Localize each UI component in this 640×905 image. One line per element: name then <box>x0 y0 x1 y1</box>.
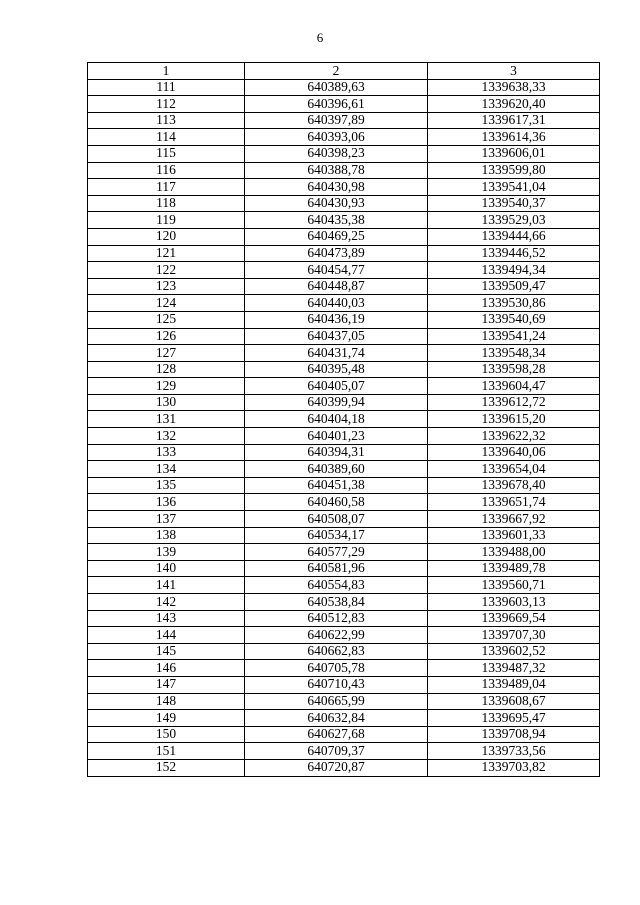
x-coordinate-cell: 640398,23 <box>245 145 428 162</box>
point-number-cell: 145 <box>88 643 245 660</box>
point-number-cell: 113 <box>88 112 245 129</box>
point-number-cell: 149 <box>88 710 245 727</box>
point-number-cell: 126 <box>88 328 245 345</box>
point-number-cell: 152 <box>88 759 245 776</box>
x-coordinate-cell: 640512,83 <box>245 610 428 627</box>
x-coordinate-cell: 640622,99 <box>245 627 428 644</box>
x-coordinate-cell: 640393,06 <box>245 129 428 146</box>
y-coordinate-cell: 1339603,13 <box>428 594 600 611</box>
point-number-cell: 146 <box>88 660 245 677</box>
table-row <box>88 428 600 445</box>
point-number-cell: 140 <box>88 560 245 577</box>
x-coordinate-cell: 640388,78 <box>245 162 428 179</box>
y-coordinate-cell: 1339494,34 <box>428 262 600 279</box>
x-coordinate-cell: 640554,83 <box>245 577 428 594</box>
y-coordinate-cell: 1339615,20 <box>428 411 600 428</box>
y-coordinate-cell: 1339733,56 <box>428 743 600 760</box>
y-coordinate-cell: 1339489,78 <box>428 560 600 577</box>
x-coordinate-cell: 640389,60 <box>245 461 428 478</box>
x-coordinate-cell: 640709,37 <box>245 743 428 760</box>
point-number-cell: 112 <box>88 96 245 113</box>
x-coordinate-cell: 640430,98 <box>245 179 428 196</box>
y-coordinate-cell: 1339608,67 <box>428 693 600 710</box>
x-coordinate-cell: 640394,31 <box>245 444 428 461</box>
x-coordinate-cell: 640632,84 <box>245 710 428 727</box>
y-coordinate-cell: 1339444,66 <box>428 228 600 245</box>
point-number-cell: 143 <box>88 610 245 627</box>
y-coordinate-cell: 1339708,94 <box>428 726 600 743</box>
x-coordinate-cell: 640395,48 <box>245 361 428 378</box>
table-row <box>88 79 600 96</box>
x-coordinate-cell: 640451,38 <box>245 477 428 494</box>
table-row <box>88 278 600 295</box>
y-coordinate-cell: 1339540,69 <box>428 311 600 328</box>
x-coordinate-cell: 640435,38 <box>245 212 428 229</box>
table-row <box>88 145 600 162</box>
point-number-cell: 114 <box>88 129 245 146</box>
y-coordinate-cell: 1339707,30 <box>428 627 600 644</box>
point-number-cell: 137 <box>88 511 245 528</box>
table-row <box>88 627 600 644</box>
coordinates-table <box>87 62 600 777</box>
point-number-cell: 129 <box>88 378 245 395</box>
table-row <box>88 759 600 776</box>
table-row <box>88 511 600 528</box>
table-row <box>88 162 600 179</box>
y-coordinate-cell: 1339601,33 <box>428 527 600 544</box>
table-row <box>88 212 600 229</box>
y-coordinate-cell: 1339622,32 <box>428 428 600 445</box>
table-row <box>88 643 600 660</box>
x-coordinate-cell: 640396,61 <box>245 96 428 113</box>
y-coordinate-cell: 1339509,47 <box>428 278 600 295</box>
y-coordinate-cell: 1339703,82 <box>428 759 600 776</box>
y-coordinate-cell: 1339606,01 <box>428 145 600 162</box>
point-number-cell: 127 <box>88 345 245 362</box>
table-row <box>88 726 600 743</box>
point-number-cell: 123 <box>88 278 245 295</box>
x-coordinate-cell: 640448,87 <box>245 278 428 295</box>
table-row <box>88 660 600 677</box>
point-number-cell: 118 <box>88 195 245 212</box>
table-row <box>88 328 600 345</box>
x-coordinate-cell: 640538,84 <box>245 594 428 611</box>
y-coordinate-cell: 1339669,54 <box>428 610 600 627</box>
point-number-cell: 133 <box>88 444 245 461</box>
y-coordinate-cell: 1339602,52 <box>428 643 600 660</box>
x-coordinate-cell: 640436,19 <box>245 311 428 328</box>
point-number-cell: 119 <box>88 212 245 229</box>
y-coordinate-cell: 1339489,04 <box>428 676 600 693</box>
point-number-cell: 125 <box>88 311 245 328</box>
y-coordinate-cell: 1339598,28 <box>428 361 600 378</box>
x-coordinate-cell: 640460,58 <box>245 494 428 511</box>
table-row <box>88 494 600 511</box>
point-number-cell: 135 <box>88 477 245 494</box>
point-number-cell: 122 <box>88 262 245 279</box>
y-coordinate-cell: 1339620,40 <box>428 96 600 113</box>
point-number-cell: 150 <box>88 726 245 743</box>
point-number-cell: 115 <box>88 145 245 162</box>
table-row <box>88 129 600 146</box>
x-coordinate-cell: 640665,99 <box>245 693 428 710</box>
point-number-cell: 124 <box>88 295 245 312</box>
table-row <box>88 544 600 561</box>
table-row <box>88 560 600 577</box>
x-coordinate-cell: 640440,03 <box>245 295 428 312</box>
point-number-cell: 139 <box>88 544 245 561</box>
y-coordinate-cell: 1339540,37 <box>428 195 600 212</box>
y-coordinate-cell: 1339617,31 <box>428 112 600 129</box>
point-number-cell: 117 <box>88 179 245 196</box>
table-row <box>88 444 600 461</box>
table-row <box>88 96 600 113</box>
table-row <box>88 245 600 262</box>
point-number-cell: 121 <box>88 245 245 262</box>
point-number-cell: 142 <box>88 594 245 611</box>
table-row <box>88 710 600 727</box>
point-number-cell: 134 <box>88 461 245 478</box>
x-coordinate-cell: 640430,93 <box>245 195 428 212</box>
point-number-cell: 131 <box>88 411 245 428</box>
point-number-cell: 120 <box>88 228 245 245</box>
table-row <box>88 411 600 428</box>
x-coordinate-cell: 640662,83 <box>245 643 428 660</box>
table-header-row <box>88 63 600 80</box>
y-coordinate-cell: 1339446,52 <box>428 245 600 262</box>
y-coordinate-cell: 1339530,86 <box>428 295 600 312</box>
y-coordinate-cell: 1339640,06 <box>428 444 600 461</box>
y-coordinate-cell: 1339541,24 <box>428 328 600 345</box>
point-number-cell: 116 <box>88 162 245 179</box>
x-coordinate-cell: 640720,87 <box>245 759 428 776</box>
point-number-cell: 128 <box>88 361 245 378</box>
x-coordinate-cell: 640397,89 <box>245 112 428 129</box>
table-row <box>88 461 600 478</box>
point-number-cell: 151 <box>88 743 245 760</box>
x-coordinate-cell: 640534,17 <box>245 527 428 544</box>
x-coordinate-cell: 640401,23 <box>245 428 428 445</box>
point-number-cell: 147 <box>88 676 245 693</box>
column-header-2: 2 <box>245 63 428 80</box>
table-body <box>88 79 600 776</box>
y-coordinate-cell: 1339638,33 <box>428 79 600 96</box>
y-coordinate-cell: 1339488,00 <box>428 544 600 561</box>
point-number-cell: 130 <box>88 394 245 411</box>
point-number-cell: 138 <box>88 527 245 544</box>
table-row <box>88 693 600 710</box>
x-coordinate-cell: 640405,07 <box>245 378 428 395</box>
column-header-3: 3 <box>428 63 600 80</box>
x-coordinate-cell: 640577,29 <box>245 544 428 561</box>
table-row <box>88 295 600 312</box>
point-number-cell: 144 <box>88 627 245 644</box>
x-coordinate-cell: 640469,25 <box>245 228 428 245</box>
y-coordinate-cell: 1339487,32 <box>428 660 600 677</box>
y-coordinate-cell: 1339604,47 <box>428 378 600 395</box>
point-number-cell: 136 <box>88 494 245 511</box>
x-coordinate-cell: 640473,89 <box>245 245 428 262</box>
table-row <box>88 594 600 611</box>
table-row <box>88 610 600 627</box>
table-row <box>88 676 600 693</box>
page-number: 6 <box>316 30 324 45</box>
point-number-cell: 141 <box>88 577 245 594</box>
y-coordinate-cell: 1339541,04 <box>428 179 600 196</box>
x-coordinate-cell: 640627,68 <box>245 726 428 743</box>
y-coordinate-cell: 1339651,74 <box>428 494 600 511</box>
x-coordinate-cell: 640431,74 <box>245 345 428 362</box>
x-coordinate-cell: 640389,63 <box>245 79 428 96</box>
table-row <box>88 361 600 378</box>
y-coordinate-cell: 1339695,47 <box>428 710 600 727</box>
x-coordinate-cell: 640399,94 <box>245 394 428 411</box>
table-row <box>88 112 600 129</box>
table-row <box>88 477 600 494</box>
table-row <box>88 228 600 245</box>
y-coordinate-cell: 1339548,34 <box>428 345 600 362</box>
point-number-cell: 132 <box>88 428 245 445</box>
table-row <box>88 262 600 279</box>
table-row <box>88 179 600 196</box>
x-coordinate-cell: 640404,18 <box>245 411 428 428</box>
x-coordinate-cell: 640508,07 <box>245 511 428 528</box>
table-row <box>88 527 600 544</box>
y-coordinate-cell: 1339599,80 <box>428 162 600 179</box>
point-number-cell: 111 <box>88 79 245 96</box>
x-coordinate-cell: 640710,43 <box>245 676 428 693</box>
table-row <box>88 311 600 328</box>
y-coordinate-cell: 1339529,03 <box>428 212 600 229</box>
table-row <box>88 743 600 760</box>
y-coordinate-cell: 1339667,92 <box>428 511 600 528</box>
x-coordinate-cell: 640705,78 <box>245 660 428 677</box>
y-coordinate-cell: 1339654,04 <box>428 461 600 478</box>
column-header-1: 1 <box>88 63 245 80</box>
x-coordinate-cell: 640454,77 <box>245 262 428 279</box>
x-coordinate-cell: 640581,96 <box>245 560 428 577</box>
table-row <box>88 345 600 362</box>
table-row <box>88 378 600 395</box>
y-coordinate-cell: 1339614,36 <box>428 129 600 146</box>
y-coordinate-cell: 1339560,71 <box>428 577 600 594</box>
x-coordinate-cell: 640437,05 <box>245 328 428 345</box>
table-row <box>88 394 600 411</box>
table-row <box>88 195 600 212</box>
table-row <box>88 577 600 594</box>
point-number-cell: 148 <box>88 693 245 710</box>
y-coordinate-cell: 1339678,40 <box>428 477 600 494</box>
y-coordinate-cell: 1339612,72 <box>428 394 600 411</box>
